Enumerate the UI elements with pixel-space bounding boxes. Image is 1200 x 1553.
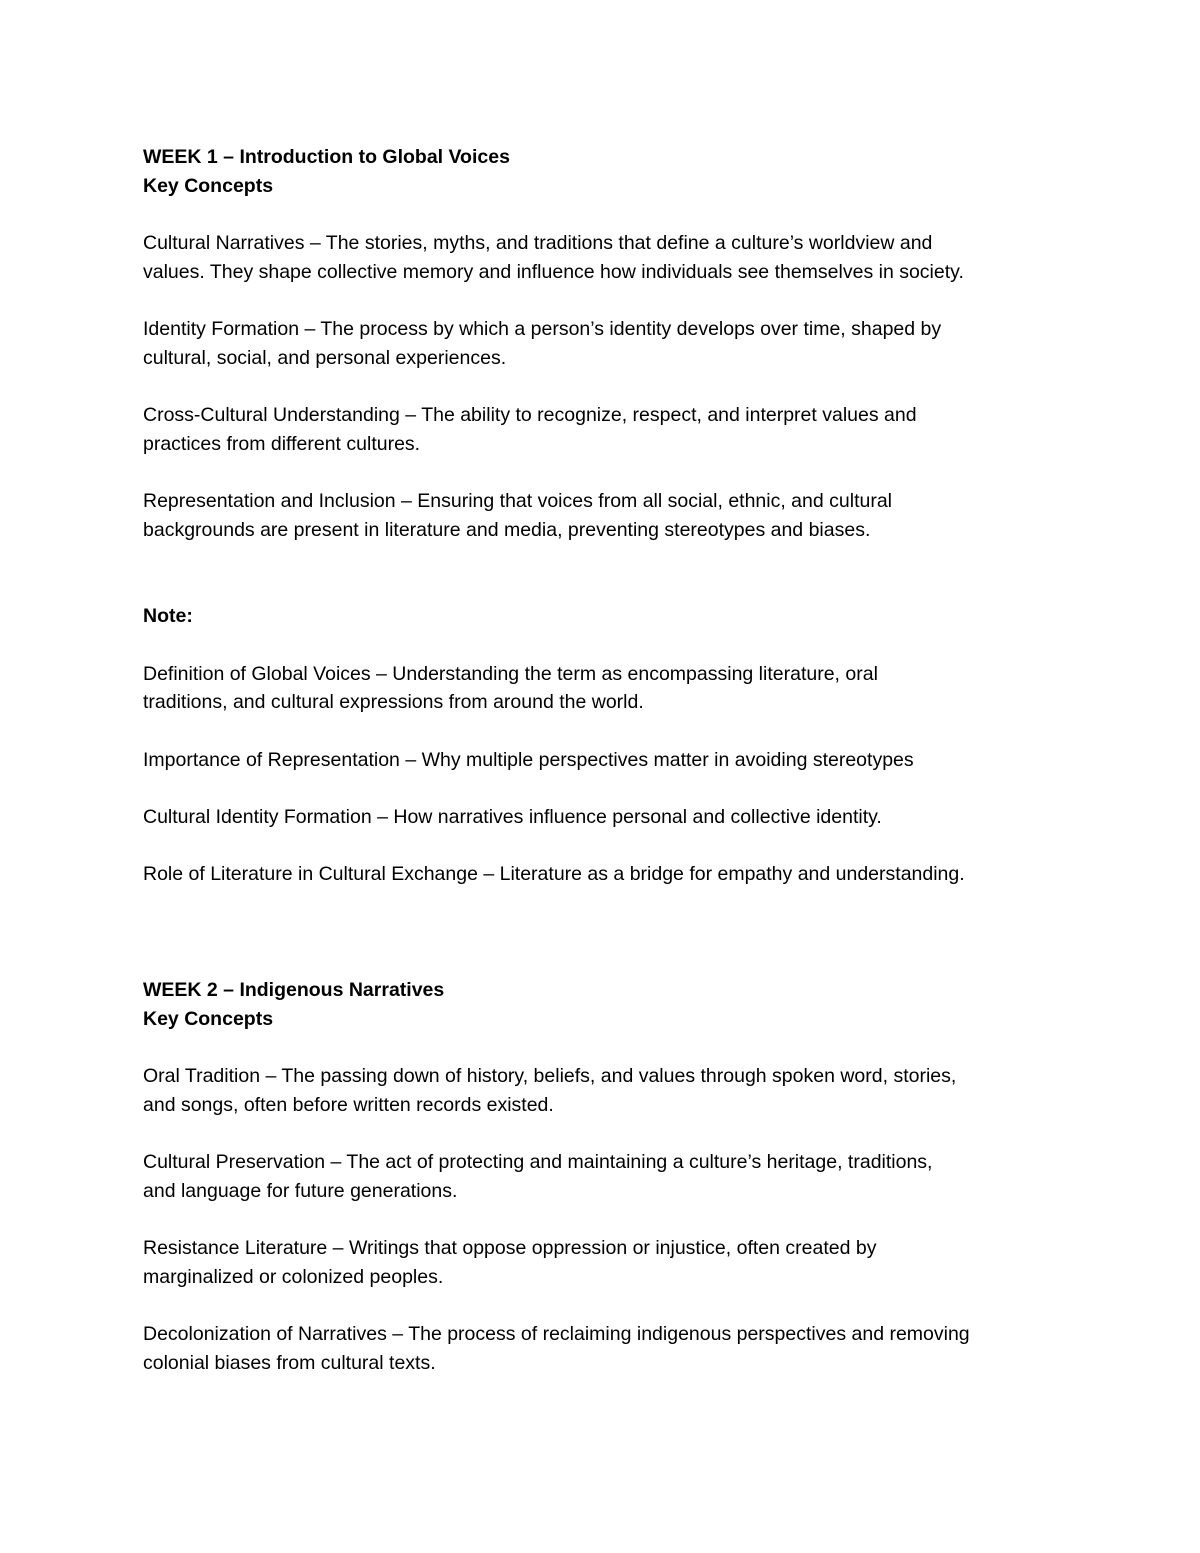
week2-concept	[143, 1320, 1073, 1377]
note-line: traditions, and cultural expressions from around the world.	[143, 691, 644, 714]
week1-concept	[143, 315, 1073, 372]
week2-concept	[143, 1234, 1073, 1291]
concept-line: Cross-Cultural Understanding – The ability to recognize, respect, and interpret values and	[143, 404, 917, 427]
concept-line: Representation and Inclusion – Ensuring that voices from all social, ethnic, and cultural	[143, 490, 892, 513]
concept-line: and language for future generations.	[143, 1179, 458, 1202]
week2-subheading: Key Concepts	[143, 1007, 274, 1030]
note-line: Definition of Global Voices – Understanding the term as encompassing literature, oral	[143, 662, 878, 685]
note-item	[143, 660, 1073, 717]
note-label: Note:	[143, 605, 193, 628]
concept-line: backgrounds are present in literature and media, preventing stereotypes and biases.	[143, 519, 871, 542]
week1-subheading: Key Concepts	[143, 174, 274, 197]
week1-concept	[143, 487, 1073, 544]
concept-line: marginalized or colonized peoples.	[143, 1265, 444, 1288]
concept-line: values. They shape collective memory and influence how individuals see themselves in society.	[143, 260, 964, 283]
concept-line: Decolonization of Narratives – The process of reclaiming indigenous perspectives and removing	[143, 1323, 970, 1346]
note-item	[143, 860, 1073, 889]
note-line: Role of Literature in Cultural Exchange – Literature as a bridge for empathy and understanding.	[143, 863, 965, 886]
note-item	[143, 746, 1073, 775]
week2-concept	[143, 1148, 1073, 1205]
week2-concept	[143, 1062, 1073, 1119]
concept-line: practices from different cultures.	[143, 432, 421, 455]
concept-line: Identity Formation – The process by which a person’s identity develops over time, shaped by	[143, 318, 942, 341]
concept-line: Cultural Preservation – The act of protecting and maintaining a culture’s heritage, traditions,	[143, 1151, 933, 1174]
concept-line: and songs, often before written records existed.	[143, 1093, 554, 1116]
document-page	[143, 143, 1073, 918]
concept-line: cultural, social, and personal experiences.	[143, 346, 507, 369]
week2-section	[143, 976, 1073, 1406]
week1-heading: WEEK 1 – Introduction to Global Voices	[143, 146, 510, 168]
note-line: Cultural Identity Formation – How narratives influence personal and collective identity.	[143, 806, 882, 829]
week1-concept	[143, 401, 1073, 458]
week2-heading: WEEK 2 – Indigenous Narratives	[143, 979, 445, 1001]
concept-line: Oral Tradition – The passing down of history, beliefs, and values through spoken word, stories,	[143, 1065, 957, 1088]
week1-concept	[143, 229, 1073, 286]
note-item	[143, 803, 1073, 832]
note-line: Importance of Representation – Why multiple perspectives matter in avoiding stereotypes	[143, 748, 914, 771]
concept-line: Cultural Narratives – The stories, myths, and traditions that define a culture’s worldview and	[143, 232, 933, 255]
concept-line: colonial biases from cultural texts.	[143, 1352, 436, 1375]
concept-line: Resistance Literature – Writings that oppose oppression or injustice, often created by	[143, 1237, 877, 1260]
